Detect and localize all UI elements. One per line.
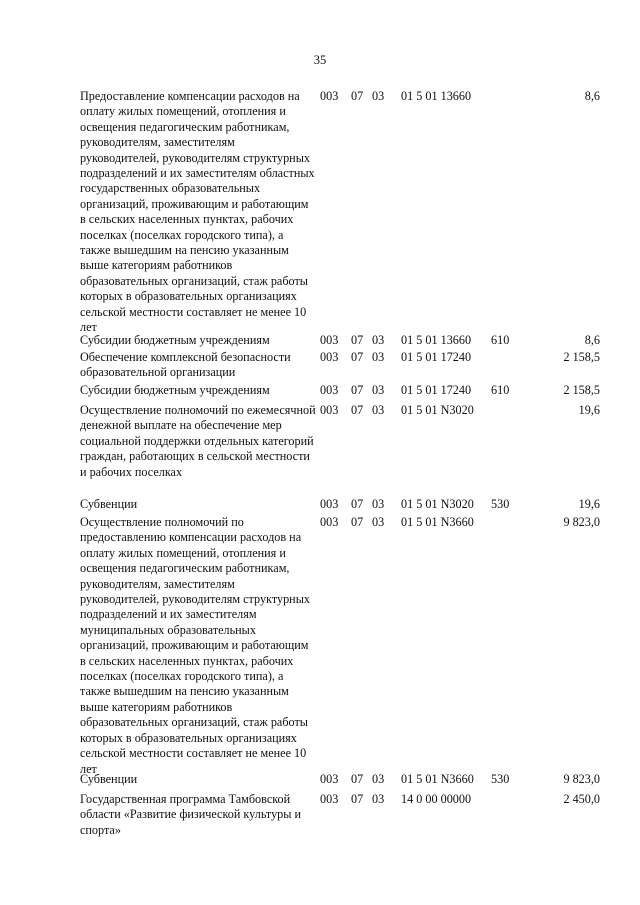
row-grbs: 003 <box>320 89 339 103</box>
row-rz: 07 <box>351 497 364 511</box>
row-cs: 01 5 01 N3020 <box>401 403 474 417</box>
row-sum: 19,6 <box>578 497 600 511</box>
row-rz: 07 <box>351 772 364 786</box>
row-pr: 03 <box>372 383 385 397</box>
row-grbs: 003 <box>320 772 339 786</box>
row-pr: 03 <box>372 792 385 806</box>
row-name: Осуществление полномочий по ежемесячной денежной выплате на обеспечение мер социальной поддержки отдельных категорий граждан, работающих в сельской местности и рабочих поселках <box>80 403 316 479</box>
row-sum: 19,6 <box>578 403 600 417</box>
row-grbs: 003 <box>320 383 339 397</box>
row-rz: 07 <box>351 515 364 529</box>
row-pr: 03 <box>372 403 385 417</box>
row-rz: 07 <box>351 403 364 417</box>
row-grbs: 003 <box>320 333 339 347</box>
row-name: Субсидии бюджетным учреждениям <box>80 333 270 347</box>
row-rz: 07 <box>351 383 364 397</box>
row-pr: 03 <box>372 350 385 364</box>
row-name: Осуществление полномочий по предоставлению компенсации расходов на оплату жилых помещений, отопления и освещения педагогическим работникам, руководителям, заместителям руководителей, руководителям структурных подразделений и их заместителям муниципальных образовательных организаций, проживающим и работающим в сельских населенных пунктах, рабочих поселках (поселках городского типа), а также вышедшим на пенсию указанным выше категориям работников образовательных организаций, стаж работы которых в образовательных организациях сельской местности составляет не менее 10 лет <box>80 515 310 776</box>
row-vr: 610 <box>491 333 510 347</box>
row-grbs: 003 <box>320 497 339 511</box>
row-vr: 530 <box>491 772 510 786</box>
row-rz: 07 <box>351 333 364 347</box>
row-grbs: 003 <box>320 350 339 364</box>
row-name: Государственная программа Тамбовской области «Развитие физической культуры и спорта» <box>80 792 302 837</box>
row-pr: 03 <box>372 333 385 347</box>
row-sum: 9 823,0 <box>563 772 600 786</box>
row-rz: 07 <box>351 350 364 364</box>
row-rz: 07 <box>351 89 364 103</box>
row-cs: 01 5 01 N3660 <box>401 515 474 529</box>
row-vr: 530 <box>491 497 510 511</box>
row-cs: 14 0 00 00000 <box>401 792 472 806</box>
row-sum: 8,6 <box>584 89 600 103</box>
row-cs: 01 5 01 13660 <box>401 89 472 103</box>
row-cs: 01 5 01 17240 <box>401 350 472 364</box>
row-cs: 01 5 01 17240 <box>401 383 472 397</box>
row-sum: 2 450,0 <box>563 792 600 806</box>
row-sum: 8,6 <box>584 333 600 347</box>
row-grbs: 003 <box>320 792 339 806</box>
page-number: 35 <box>313 53 327 67</box>
row-name: Субвенции <box>80 497 138 511</box>
row-sum: 9 823,0 <box>563 515 600 529</box>
row-cs: 01 5 01 N3020 <box>401 497 474 511</box>
row-pr: 03 <box>372 515 385 529</box>
row-pr: 03 <box>372 89 385 103</box>
row-pr: 03 <box>372 497 385 511</box>
row-name: Субсидии бюджетным учреждениям <box>80 383 270 397</box>
row-sum: 2 158,5 <box>563 383 600 397</box>
row-grbs: 003 <box>320 515 339 529</box>
row-pr: 03 <box>372 772 385 786</box>
row-grbs: 003 <box>320 403 339 417</box>
row-rz: 07 <box>351 792 364 806</box>
row-sum: 2 158,5 <box>563 350 600 364</box>
row-cs: 01 5 01 13660 <box>401 333 472 347</box>
row-cs: 01 5 01 N3660 <box>401 772 474 786</box>
row-name: Предоставление компенсации расходов на оплату жилых помещений, отопления и освещения педагогическим работникам, руководителям, заместителям руководителей, руководителям структурных подразделений и их заместителям областных государственных образовательных организаций, проживающим и работающим в сельских населенных пунктах, рабочих поселках (поселках городского типа), а также вышедшим на пенсию указанным выше категориям работников образовательных организаций, стаж работы которых в образовательных организациях сельской местности составляет не менее 10 лет <box>80 89 315 335</box>
row-name: Обеспечение комплексной безопасности образовательной организации <box>80 350 291 380</box>
row-name: Субвенции <box>80 772 138 786</box>
row-vr: 610 <box>491 383 510 397</box>
